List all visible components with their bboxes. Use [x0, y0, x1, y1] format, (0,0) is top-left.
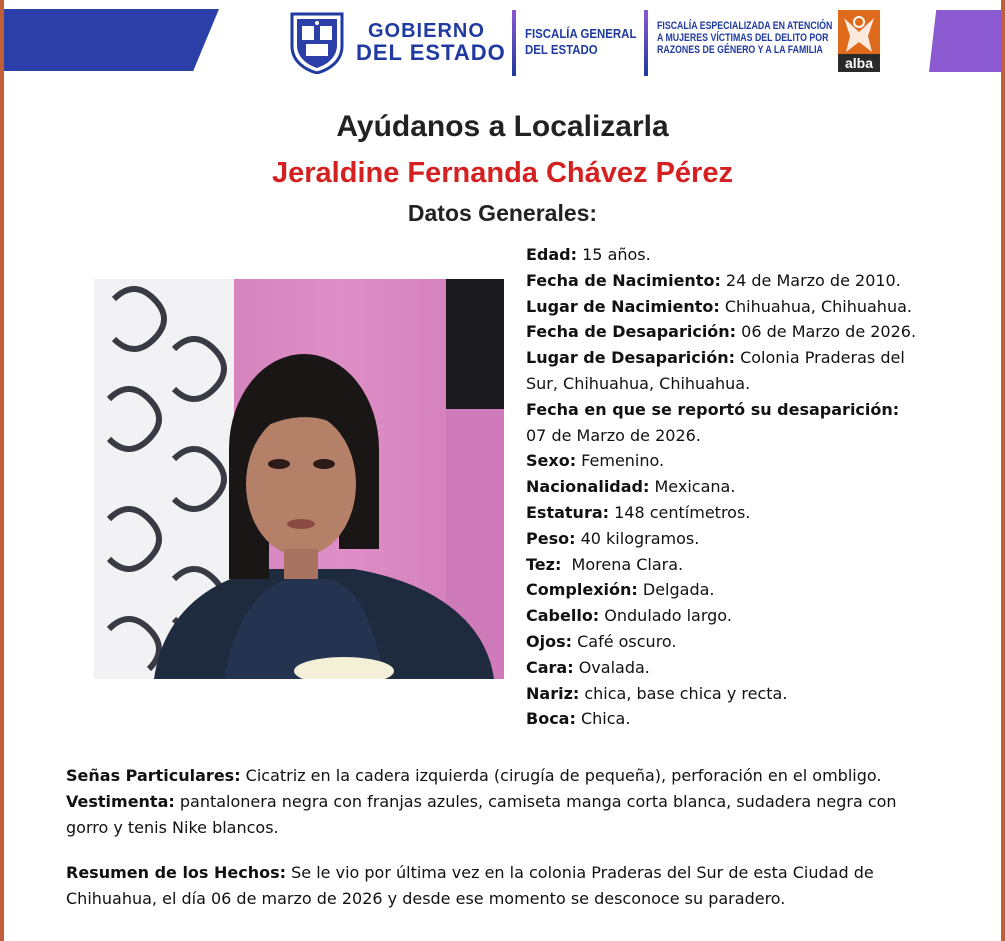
person-photo [94, 279, 504, 679]
detail-row [526, 706, 946, 732]
fem-fiscalia-text [657, 20, 832, 56]
fem-line2: A MUJERES VÍCTIMAS DEL DELITO POR [657, 32, 829, 44]
gobierno-line1: GOBIERNO [368, 20, 485, 42]
detail-row [526, 345, 931, 397]
detail-label: Cabello: [526, 606, 600, 626]
detail-value: 148 centímetros. [609, 502, 751, 522]
vestimenta-label: Vestimenta: [66, 791, 175, 811]
detail-label: Fecha de Desaparición: [526, 322, 737, 342]
senas-value: Cicatriz en la cadera izquierda (cirugía de pequeña), perforación en el ombligo. [240, 766, 882, 785]
detail-label: Nariz: [526, 683, 580, 703]
detail-row [526, 552, 946, 578]
resumen-value: Se le vio por última vez en la colonia Praderas del Sur de esta Ciudad de Chihuahua, el día 06 de marzo de 2026 y desde ese momento se desconoce su paradero. [66, 863, 874, 908]
detail-row [526, 681, 946, 707]
section-title: Datos Generales: [407, 200, 598, 226]
detail-row [526, 448, 946, 474]
detail-value: 15 años. [577, 245, 651, 264]
detail-label: Fecha de Nacimiento: [526, 270, 721, 290]
detail-value: Café oscuro. [572, 631, 677, 651]
detail-row [526, 655, 946, 681]
detail-value: 07 de Marzo de 2026. [526, 425, 701, 445]
detail-label: Edad: [526, 245, 578, 264]
detail-label: Nacionalidad: [526, 477, 650, 497]
detail-label: Lugar de Desaparición: [526, 348, 735, 368]
gobierno-logo-text [356, 20, 506, 64]
detail-label: Boca: [526, 709, 576, 729]
detail-row [526, 397, 921, 449]
fiscalia-logo-text [525, 26, 636, 58]
resumen-label: Resumen de los Hechos: [66, 863, 287, 882]
detail-label: Ojos: [526, 631, 572, 651]
detail-label: Peso: [526, 528, 576, 548]
detail-row [526, 242, 946, 268]
detail-value: 24 de Marzo de 2010. [720, 270, 901, 290]
headline: Ayúdanos a Localizarla [336, 110, 669, 143]
detail-label: Cara: [526, 657, 574, 677]
detail-value: 40 kilogramos. [575, 528, 700, 548]
detail-value: Mexicana. [649, 477, 736, 497]
senas-label: Señas Particulares: [66, 766, 241, 785]
detail-row [526, 294, 946, 320]
detail-value: Chica. [575, 709, 631, 729]
detail-value: chica, base chica y recta. [579, 683, 788, 703]
detail-value: Ovalada. [573, 657, 650, 677]
detail-value: 06 de Marzo de 2026. [736, 322, 917, 342]
particular-signs-section [66, 763, 946, 840]
detail-row [526, 500, 946, 526]
detail-row [526, 474, 946, 500]
detail-value: Ondulado largo. [599, 606, 732, 626]
divider-bar [512, 10, 516, 76]
detail-row [526, 603, 946, 629]
detail-value: Chihuahua, Chihuahua. [719, 296, 912, 316]
divider-bar [644, 10, 648, 76]
detail-row [526, 577, 946, 603]
alba-label: alba [838, 54, 880, 72]
fem-line1: FISCALÍA ESPECIALIZADA EN ATENCIÓN [657, 20, 833, 32]
vestimenta-value: pantalonera negra con franjas azules, camiseta manga corta blanca, sudadera negra con gorro y tenis Nike blancos. [66, 791, 897, 837]
alba-logo [838, 10, 880, 72]
fiscalia-line1: FISCALÍA GENERAL [525, 26, 637, 41]
detail-label: Complexión: [526, 580, 638, 600]
state-seal-icon [288, 10, 346, 74]
detail-row [526, 526, 946, 552]
detail-value: Colonia Praderas del Sur, Chihuahua, Chihuahua. [526, 348, 905, 393]
detail-label: Fecha en que se reportó su desaparición: [526, 399, 900, 419]
detail-row [526, 319, 946, 345]
detail-value: Morena Clara. [561, 554, 684, 574]
detail-value: Delgada. [637, 580, 715, 600]
fem-line3: RAZONES DE GÉNERO Y A LA FAMILIA [657, 44, 823, 56]
vestimenta-row [66, 789, 906, 841]
senas-row [66, 763, 946, 789]
detail-label: Lugar de Nacimiento: [526, 296, 720, 316]
missing-person-name: Jeraldine Fernanda Chávez Pérez [272, 157, 733, 189]
detail-value: Femenino. [576, 451, 665, 471]
details-list [526, 242, 946, 732]
detail-label: Sexo: [526, 451, 577, 471]
gobierno-line2: DEL ESTADO [356, 40, 506, 65]
summary-section [66, 860, 886, 912]
fiscalia-line2: DEL ESTADO [525, 42, 598, 57]
alba-figure-icon [838, 10, 880, 54]
detail-label: Estatura: [526, 502, 610, 522]
detail-label: Tez: [526, 554, 562, 574]
detail-row [526, 629, 946, 655]
blue-tab [4, 9, 219, 71]
purple-tab [929, 10, 1001, 72]
header-banner [0, 0, 1005, 92]
detail-row [526, 268, 946, 294]
